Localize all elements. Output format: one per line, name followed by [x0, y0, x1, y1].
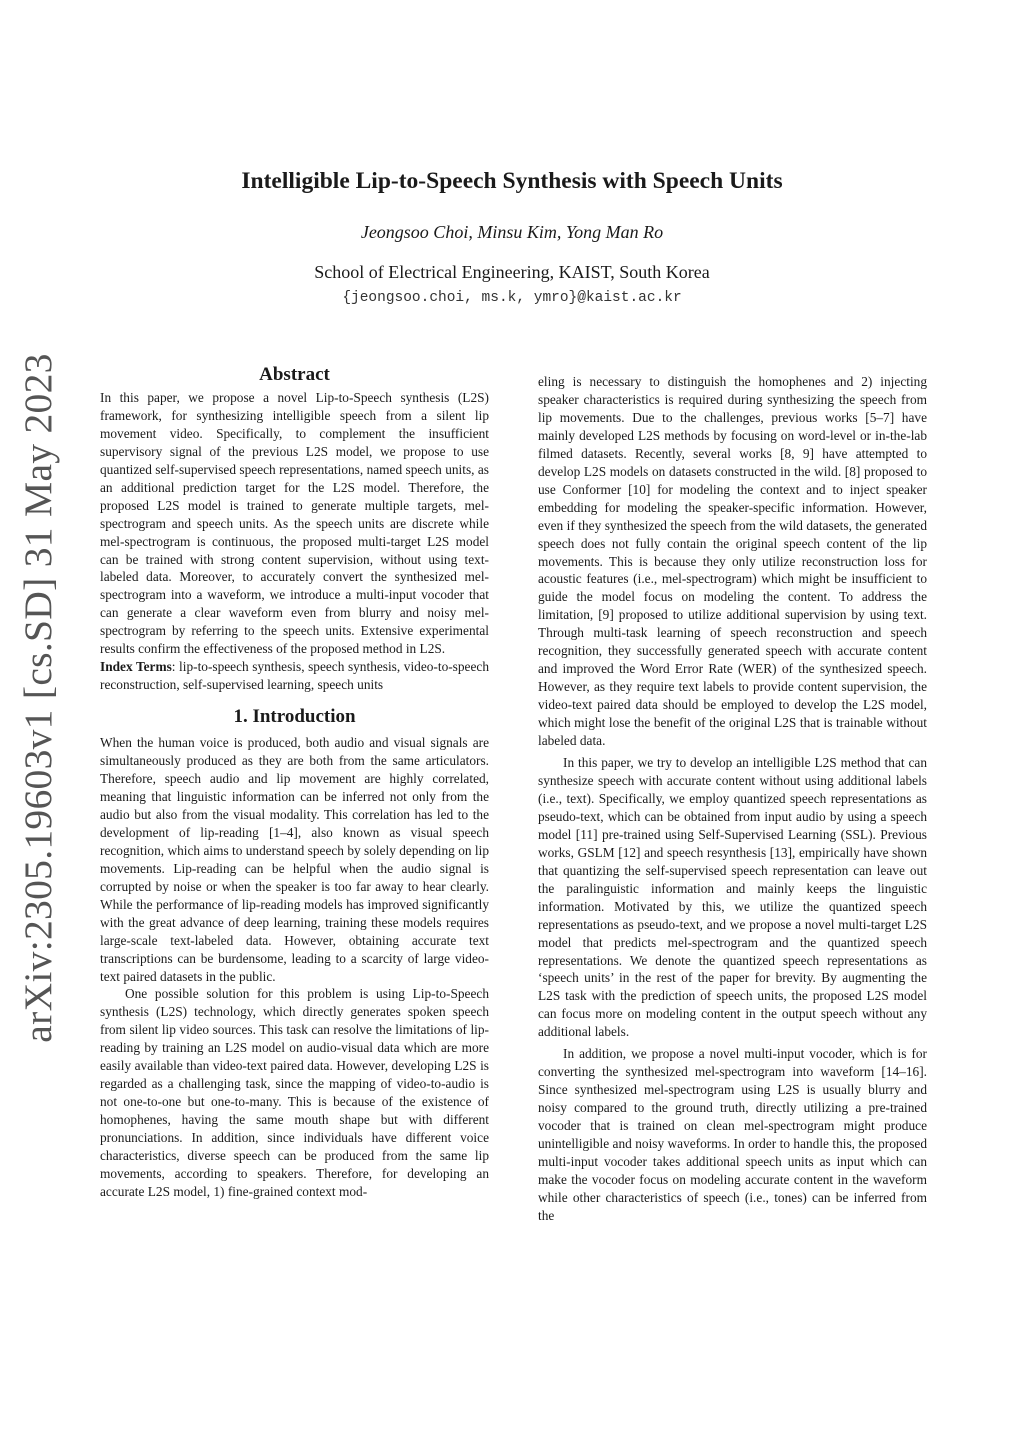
abstract-text: In this paper, we propose a novel Lip-to-Speech synthesis (L2S) framework, for synthesizing intelligible speech from a silent lip movement video. Specifically, to complement the insufficient supervisory signal of the previous L2S model, we propose to use quantized self-supervised speech representations, named speech units, as an additional prediction target for the L2S model. Therefore, the proposed L2S model is trained to generate multiple targets, mel-spectrogram and speech units. As the speech units are discrete while mel-spectrogram is continuous, the proposed multi-target L2S model can be trained with strong content supervision, without using text-labeled data. Moreover, to accurately convert the synthesized mel-spectrogram into a waveform, we introduce a multi-input vocoder that can generate a clear waveform even from blurry and noisy mel-spectrogram by referring to the speech units. Extensive experimental results confirm the effectiveness of the proposed method in L2S.: [100, 389, 489, 657]
paper-affiliation: School of Electrical Engineering, KAIST, South Korea: [314, 262, 710, 282]
right-column: [538, 373, 927, 1225]
paper-title: Intelligible Lip-to-Speech Synthesis with Speech Units: [241, 168, 783, 194]
intro-paragraph-4: In addition, we propose a novel multi-input vocoder, which is for converting the synthesized mel-spectrogram into waveform [14–16]. Since synthesized mel-spectrogram using L2S is usually blurry and noisy compared to the ground truth, directly utilizing a pre-trained vocoder that is trained on clean mel-spectrogram might produce unintelligible and noisy waveforms. In order to handle this, the proposed multi-input vocoder takes additional speech units as input which can make the vocoder focus on modeling accurate content in the waveform while other characteristics of speech (i.e., tones) can be inferred from the: [538, 1046, 927, 1223]
introduction-heading: 1. Introduction: [233, 706, 356, 728]
paper-authors: Jeongsoo Choi, Minsu Kim, Yong Man Ro: [360, 222, 664, 242]
index-terms-label: Index Terms: [100, 659, 172, 675]
index-terms-text: : lip-to-speech synthesis, speech synthesis, video-to-speech reconstruction, self-supervised learning, speech units: [100, 659, 489, 693]
intro-paragraph-2: One possible solution for this problem is using Lip-to-Speech synthesis (L2S) technology, which directly generates spoken speech from silent lip video sources. This task can resolve the limitations of lip-reading by training an L2S model on audio-visual data which are more easily available than video-text paired data. However, developing L2S is regarded as a challenging task, since the mapping of video-to-audio is not one-to-one but one-to-many. This is because of the existence of homophenes, having the same mouth shape but with different pronunciations. In addition, since individuals have different voice characteristics, diverse speech can be produced from the same lip movements, according to speakers. Therefore, for developing an accurate L2S model, 1) fine-grained context mod-: [100, 986, 489, 1199]
arxiv-identifier-margin: [14, 0, 62, 1448]
intro-paragraph-2-continued: eling is necessary to distinguish the homophenes and 2) injecting speaker characteristics is required during synthesizing the speech from lip movements. Due to the challenges, previous works [5–7] have mainly developed L2S methods by focusing on word-level or in-the-lab filmed datasets. Recently, several works [8, 9] have attempted to develop L2S models on datasets constructed in the wild. [8] proposed to use Conformer [10] for modeling the context and to inject speaker embedding for modeling the speaker-specific information. However, even if they synthesized the speech from the wild datasets, the generated speech does not fully contain the original speech content of the lip movements. This is because they only utilize reconstruction loss for acoustic features (i.e., mel-spectrogram) which might be insufficient to guide the model focus on modeling the content. To address the limitation, [9] proposed to utilize additional supervision by using text. Through multi-task learning of speech reconstruction and speech recognition, they successfully generated speech with accurate content and improved the Word Error Rate (WER) of the synthesized speech. However, as they require text labels to provide content supervision, the video-text paired data should be employed to develop the L2S model, which might lose the benefit of the original L2S that is trainable without labeled data.: [538, 374, 927, 749]
abstract-heading: Abstract: [259, 364, 330, 385]
intro-paragraph-3: In this paper, we try to develop an intelligible L2S method that can synthesize speech with accurate content without using additional labels (i.e., text). Specifically, we employ quantized speech representations as pseudo-text, which can be obtained from input audio by using a speech model [11] pre-trained using Self-Supervised Learning (SSL). Previous works, GSLM [12] and speech resynthesis [13], empirically have shown that quantizing the self-supervised speech representation can leave out the paralinguistic information and mainly keeps the linguistic information. Motivated by this, we utilize the quantized speech representations as pseudo-text, and we propose a novel multi-target L2S model that predicts mel-spectrogram and the quantized speech representations. We denote the quantized speech representations as ‘speech units’ in the rest of the paper for brevity. By augmenting the L2S task with the prediction of speech units, the proposed L2S model can focus more on modeling content in the output speech without any additional labels.: [538, 755, 927, 1040]
index-terms: [100, 658, 489, 694]
arxiv-identifier: arXiv:2305.19603v1 [cs.SD] 31 May 2023: [16, 353, 60, 1043]
paper-email: {jeongsoo.choi, ms.k, ymro}@kaist.ac.kr: [342, 290, 682, 306]
left-column: [100, 366, 489, 1201]
intro-paragraph-1: When the human voice is produced, both audio and visual signals are simultaneously produced as they are both from the same articulators. Therefore, speech audio and lip movement are highly correlated, meaning that linguistic information can be inferred not only from the audio but also from the visual modality. This correlation has led to the development of lip-reading [1–4], also known as visual speech recognition, which aims to understand speech by solely depending on lip movements. Lip-reading can be helpful when the audio signal is corrupted by noise or when the speaker is too far away to hear clearly. While the performance of lip-reading models has improved significantly with the great advance of deep learning, training these models requires large-scale text-labeled data. However, obtaining accurate text transcriptions can be burdensome, leading to a scarcity of large video-text paired datasets in the public.: [100, 735, 489, 984]
